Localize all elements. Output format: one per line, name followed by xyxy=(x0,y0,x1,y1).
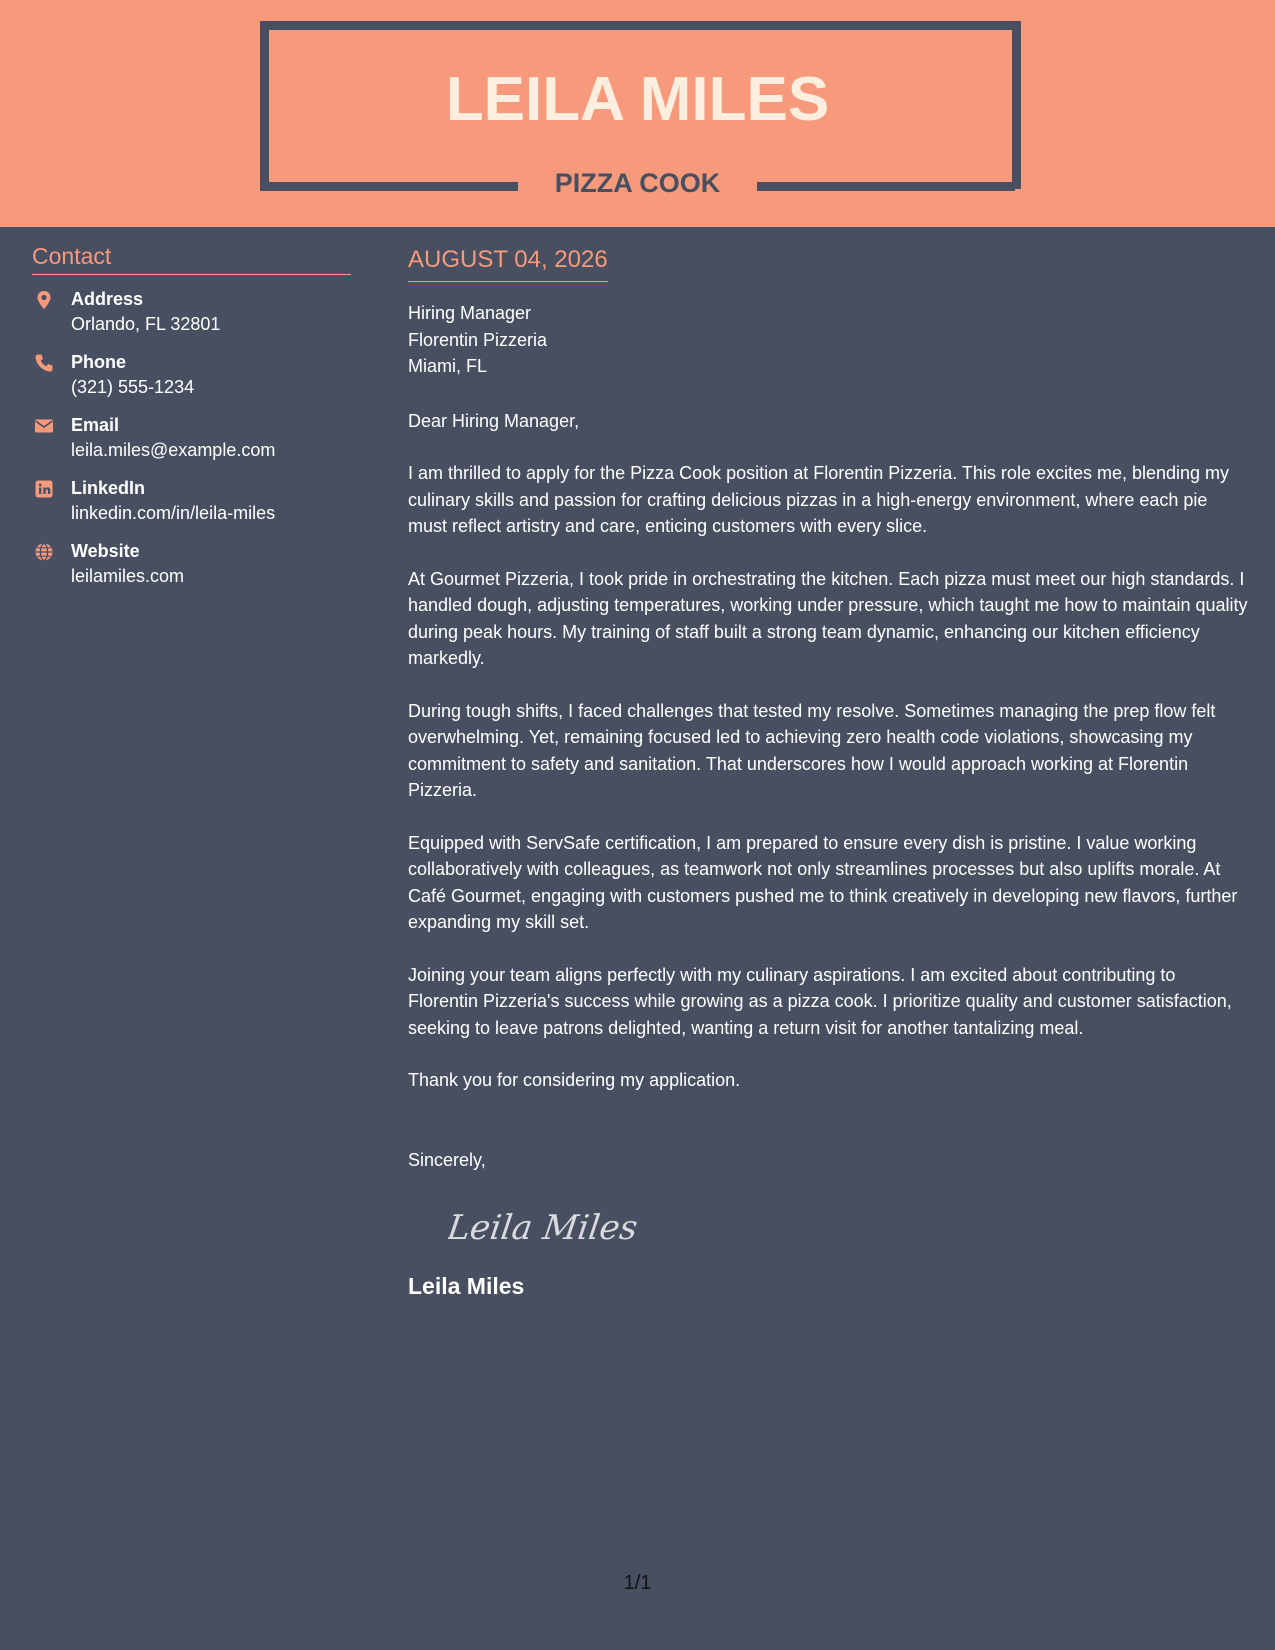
salutation: Dear Hiring Manager, xyxy=(408,410,580,431)
recipient-line: Florentin Pizzeria xyxy=(408,329,548,350)
contact-item-linkedin xyxy=(32,476,351,539)
handwritten-signature xyxy=(448,1197,1248,1253)
contact-item-email xyxy=(32,413,351,476)
recipient-line: Hiring Manager xyxy=(408,303,532,323)
header-banner xyxy=(0,0,1275,227)
letter-paragraph: At Gourmet Pizzeria, I took pride in orchestrating the kitchen. Each pizza must meet our high standards. I handled dough, adjusting temperatures, working under pressure, which taught me how to maintain quality during peak hours. My training of staff built a strong team dynamic, enhancing our kitchen efficiency markedly. xyxy=(408,568,1248,668)
letter-paragraph: During tough shifts, I faced challenges that tested my resolve. Sometimes managing the prep flow felt overwhelming. Yet, remaining focused led to achieving zero health code violations, showcasing my commitment to safety and sanitation. That underscores how I would approach working at Florentin Pizzeria. xyxy=(408,700,1216,800)
contact-sidebar xyxy=(32,242,351,602)
recipient-line: Miami, FL xyxy=(408,356,488,376)
letter-paragraph: Joining your team aligns perfectly with my culinary aspirations. I am excited about contributing to Florentin Pizzeria's success while growing as a pizza cook. I prioritize quality and customer satisfaction, seeking to leave patrons delighted, wanting a return visit for another tantalizing meal. xyxy=(408,964,1232,1038)
envelope-icon xyxy=(34,416,54,436)
letter-paragraph: I am thrilled to apply for the Pizza Cook position at Florentin Pizzeria. This role excites me, blending my culinary skills and passion for crafting delicious pizzas in a high-energy environment, where each pie must reflect artistry and care, enticing customers with every slice. xyxy=(408,463,1230,536)
recipient-block xyxy=(408,300,1248,380)
contact-list xyxy=(32,287,351,602)
contact-label: LinkedIn xyxy=(71,478,146,498)
contact-label: Website xyxy=(71,541,140,561)
signer-name: Leila Miles xyxy=(408,1273,525,1299)
job-title: PIZZA COOK xyxy=(554,168,721,198)
letter-date: AUGUST 04, 2026 xyxy=(408,245,608,282)
contact-value: (321) 555-1234 xyxy=(71,377,195,397)
contact-item-website xyxy=(32,539,351,602)
signature-text: Leila Miles xyxy=(448,1208,641,1248)
closing: Sincerely, xyxy=(408,1149,486,1170)
contact-value: linkedin.com/in/leila-miles xyxy=(71,503,276,523)
contact-label: Phone xyxy=(71,352,127,372)
globe-icon xyxy=(34,542,54,562)
map-pin-icon xyxy=(34,290,54,310)
contact-label: Address xyxy=(71,289,144,309)
page-number: 1/1 xyxy=(623,1572,652,1594)
phone-icon xyxy=(34,353,54,373)
contact-heading: Contact xyxy=(32,242,351,275)
linkedin-icon xyxy=(34,479,54,499)
contact-value: Orlando, FL 32801 xyxy=(71,314,221,334)
applicant-name: LEILA MILES xyxy=(445,65,830,134)
letter-body xyxy=(408,245,1248,1301)
letter-paragraph: Equipped with ServSafe certification, I am prepared to ensure every dish is pristine. I value working collaboratively with colleagues, as teamwork not only streamlines processes but also uplifts morale. At Café Gourmet, engaging with customers pushed me to think creatively in developing new flavors, further expanding my skill set. xyxy=(408,832,1238,932)
contact-item-phone xyxy=(32,350,351,413)
contact-item-address xyxy=(32,287,351,350)
contact-label: Email xyxy=(71,415,120,435)
contact-value: leilamiles.com xyxy=(71,566,185,586)
letter-paragraph: Thank you for considering my application. xyxy=(408,1070,741,1090)
contact-value: leila.miles@example.com xyxy=(71,440,276,460)
